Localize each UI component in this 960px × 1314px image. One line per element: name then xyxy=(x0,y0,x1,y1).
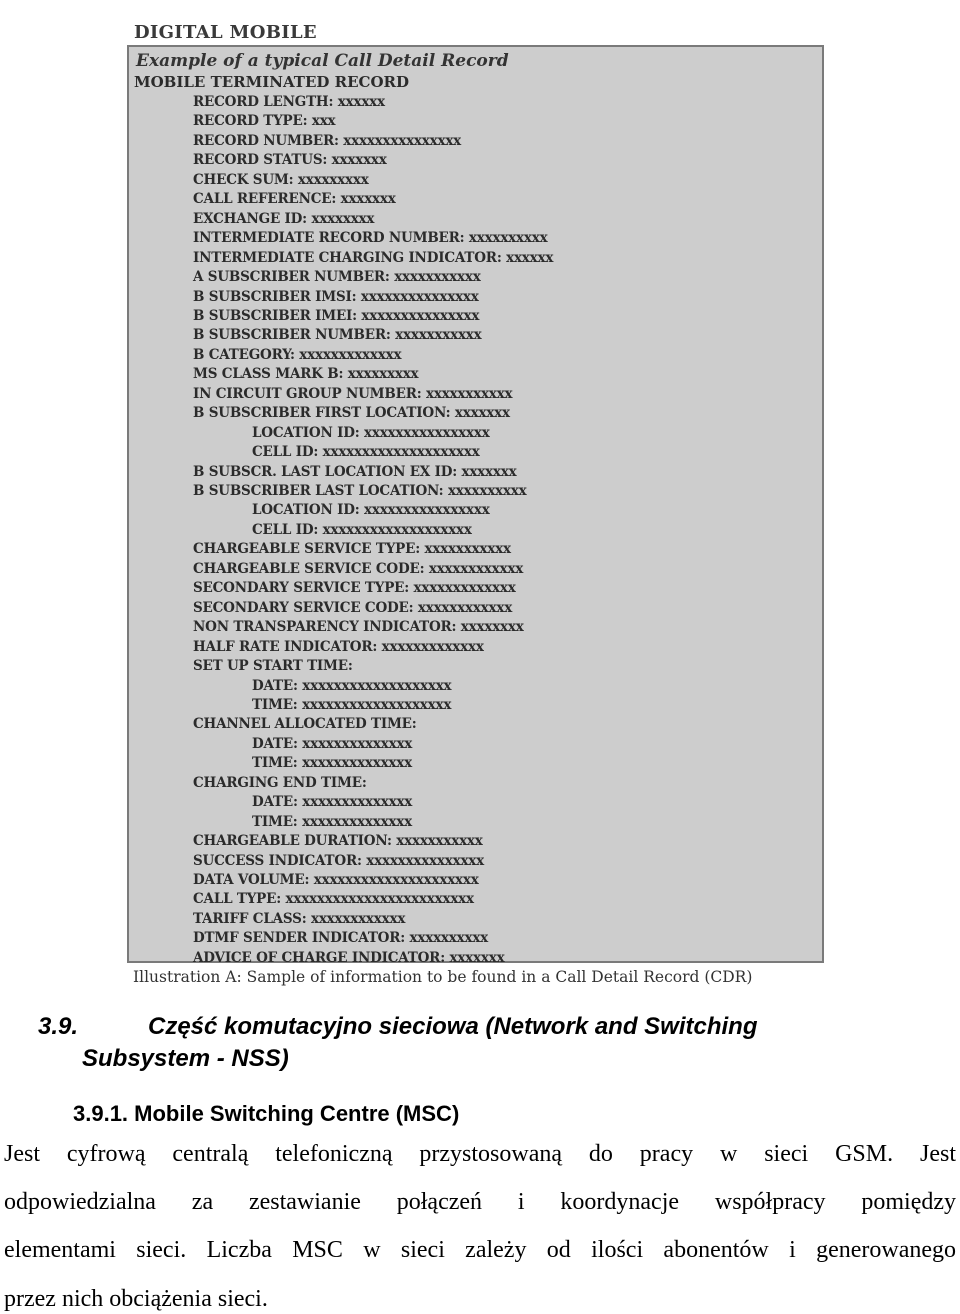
section-title-line1: Część komutacyjno sieciowa (Network and Switching xyxy=(148,1013,758,1040)
record-field-line: CHARGEABLE DURATION: xxxxxxxxxxx xyxy=(193,833,483,849)
record-field-line: LOCATION ID: xxxxxxxxxxxxxxxx xyxy=(252,425,490,441)
record-field-line: TARIFF CLASS: xxxxxxxxxxxx xyxy=(193,911,406,927)
record-field-line: CALL REFERENCE: xxxxxxx xyxy=(193,191,396,207)
record-field-line: CHANNEL ALLOCATED TIME: xyxy=(193,716,417,732)
body-line-2: odpowiedzialna za zestawianie połączeń i koordynacje współpracy pomiędzy xyxy=(4,1189,956,1215)
record-field-line: CHARGEABLE SERVICE TYPE: xxxxxxxxxxx xyxy=(193,541,511,557)
record-field-line: EXCHANGE ID: xxxxxxxx xyxy=(193,211,375,227)
record-field-line: DATE: xxxxxxxxxxxxxxxxxxx xyxy=(252,678,452,694)
record-field-line: SECONDARY SERVICE TYPE: xxxxxxxxxxxxx xyxy=(193,580,516,596)
record-field-line: HALF RATE INDICATOR: xxxxxxxxxxxxx xyxy=(193,639,484,655)
record-field-line: IN CIRCUIT GROUP NUMBER: xxxxxxxxxxx xyxy=(193,386,513,402)
record-field-line: B SUBSCRIBER LAST LOCATION: xxxxxxxxxx xyxy=(193,483,527,499)
record-field-line: RECORD NUMBER: xxxxxxxxxxxxxxx xyxy=(193,133,462,149)
record-field-line: INTERMEDIATE RECORD NUMBER: xxxxxxxxxx xyxy=(193,230,548,246)
body-line-1: Jest cyfrową centralą telefoniczną przystosowaną do pracy w sieci GSM. Jest xyxy=(4,1141,956,1167)
record-field-line: B SUBSCRIBER IMEI: xxxxxxxxxxxxxxx xyxy=(193,308,480,324)
record-field-line: B SUBSCRIBER NUMBER: xxxxxxxxxxx xyxy=(193,327,482,343)
figure-subtitle: Example of a typical Call Detail Record xyxy=(136,51,509,71)
record-field-line: DATE: xxxxxxxxxxxxxx xyxy=(252,736,413,752)
record-field-line: SECONDARY SERVICE CODE: xxxxxxxxxxxx xyxy=(193,600,513,616)
record-field-line: CHARGING END TIME: xyxy=(193,775,367,791)
figure-header: DIGITAL MOBILE xyxy=(134,22,317,43)
record-field-line: LOCATION ID: xxxxxxxxxxxxxxxx xyxy=(252,502,490,518)
record-field-line: B SUBSCR. LAST LOCATION EX ID: xxxxxxx xyxy=(193,464,517,480)
record-field-line: CELL ID: xxxxxxxxxxxxxxxxxxxx xyxy=(252,444,480,460)
record-field-line: SUCCESS INDICATOR: xxxxxxxxxxxxxxx xyxy=(193,853,484,869)
record-field-line: B SUBSCRIBER FIRST LOCATION: xxxxxxx xyxy=(193,405,510,421)
body-line-4: przez nich obciążenia sieci. xyxy=(4,1286,268,1312)
record-field-line: TIME: xxxxxxxxxxxxxx xyxy=(252,755,412,771)
record-field-line: B SUBSCRIBER IMSI: xxxxxxxxxxxxxxx xyxy=(193,289,479,305)
record-field-line: RECORD STATUS: xxxxxxx xyxy=(193,152,387,168)
record-field-line: CHECK SUM: xxxxxxxxx xyxy=(193,172,369,188)
section-number: 3.9. xyxy=(38,1013,79,1040)
record-field-line: CHARGEABLE SERVICE CODE: xxxxxxxxxxxx xyxy=(193,561,524,577)
record-field-line: DATE: xxxxxxxxxxxxxx xyxy=(252,794,413,810)
record-field-line: A SUBSCRIBER NUMBER: xxxxxxxxxxx xyxy=(193,269,481,285)
record-field-line: CELL ID: xxxxxxxxxxxxxxxxxxx xyxy=(252,522,472,538)
record-field-line: ADVICE OF CHARGE INDICATOR: xxxxxxx xyxy=(193,950,505,966)
record-field-line: B CATEGORY: xxxxxxxxxxxxx xyxy=(193,347,402,363)
record-field-line: DATA VOLUME: xxxxxxxxxxxxxxxxxxxxx xyxy=(193,872,479,888)
record-field-line: NON TRANSPARENCY INDICATOR: xxxxxxxx xyxy=(193,619,524,635)
figure-caption: Illustration A: Sample of information to be found in a Call Detail Record (CDR) xyxy=(133,968,753,986)
body-line-3: elementami sieci. Liczba MSC w sieci zależy od ilości abonentów i generowanego xyxy=(4,1237,956,1263)
record-field-line: INTERMEDIATE CHARGING INDICATOR: xxxxxx xyxy=(193,250,554,266)
section-title-line2: Subsystem - NSS) xyxy=(82,1045,289,1072)
record-field-line: DTMF SENDER INDICATOR: xxxxxxxxxx xyxy=(193,930,489,946)
record-field-line: CALL TYPE: xxxxxxxxxxxxxxxxxxxxxxxx xyxy=(193,891,474,907)
record-field-line: RECORD TYPE: xxx xyxy=(193,113,336,129)
record-field-line: MS CLASS MARK B: xxxxxxxxx xyxy=(193,366,419,382)
subsection-heading: 3.9.1. Mobile Switching Centre (MSC) xyxy=(73,1101,460,1126)
record-field-line: TIME: xxxxxxxxxxxxxx xyxy=(252,814,412,830)
record-title: MOBILE TERMINATED RECORD xyxy=(134,73,409,91)
record-field-line: RECORD LENGTH: xxxxxx xyxy=(193,94,385,110)
record-field-line: SET UP START TIME: xyxy=(193,658,353,674)
record-field-line: TIME: xxxxxxxxxxxxxxxxxxx xyxy=(252,697,452,713)
